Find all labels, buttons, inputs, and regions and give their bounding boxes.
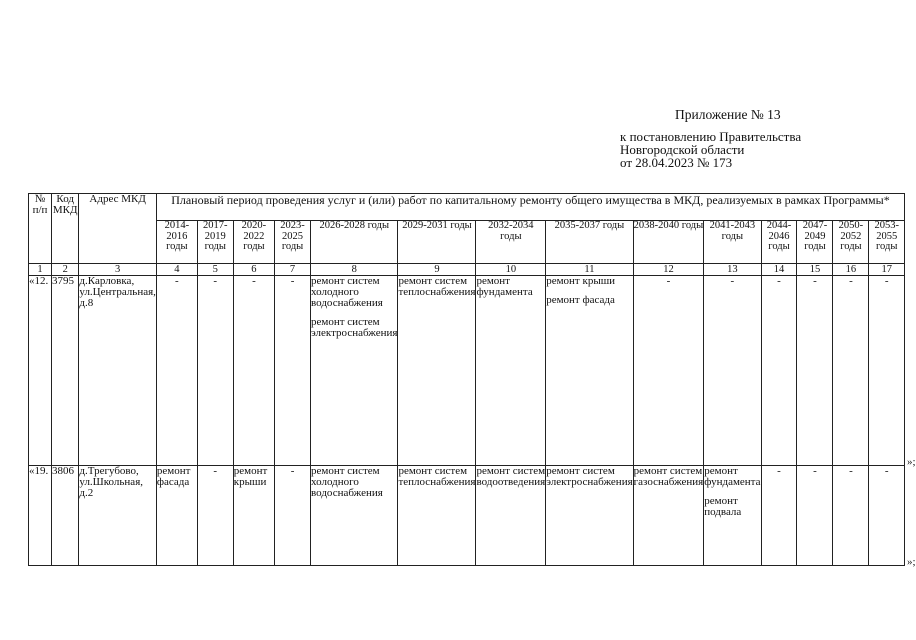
header-period: 2014-2016 годы (156, 221, 197, 264)
repair-schedule-table (28, 193, 905, 566)
work-item: ремонт подвала (704, 495, 742, 518)
work-item: - (813, 275, 817, 287)
column-number: 15 (797, 264, 833, 276)
work-cell (275, 466, 311, 566)
work-item: ремонт систем водоотведения (476, 465, 546, 488)
column-number: 11 (546, 264, 633, 276)
work-cell (156, 276, 197, 466)
work-cell (797, 466, 833, 566)
header-period: 2035-2037 годы (546, 221, 633, 264)
work-item: ремонт систем электроснабжения (546, 465, 633, 488)
column-number: 17 (869, 264, 905, 276)
table-row (29, 466, 905, 566)
column-number: 10 (476, 264, 546, 276)
work-item: ремонт систем газоснабжения (633, 465, 704, 488)
row-code: 3795 (52, 276, 79, 466)
column-number: 13 (704, 264, 761, 276)
resolution-line-3: от 28.04.2023 № 173 (620, 155, 733, 170)
header-period: 2020-2022 годы (233, 221, 274, 264)
row-end-mark: »; (907, 555, 916, 568)
row-end-mark: »; (907, 455, 916, 468)
work-cell (761, 466, 797, 566)
work-item: - (213, 465, 218, 477)
header-period: 2044-2046 годы (761, 221, 797, 264)
resolution-line-2: Новгородской области (620, 142, 745, 157)
column-number: 3 (79, 264, 156, 276)
work-cell (197, 276, 233, 466)
work-item: - (777, 465, 781, 477)
work-item: ремонт крыши (233, 465, 268, 488)
work-cell (833, 466, 869, 566)
work-cell (761, 276, 797, 466)
work-cell (869, 276, 905, 466)
work-cell (275, 276, 311, 466)
header-num: № п/п (29, 194, 52, 264)
header-period: 2026-2028 годы (311, 221, 398, 264)
work-item: ремонт фундамента (704, 465, 761, 488)
column-number: 6 (233, 264, 274, 276)
work-cell (476, 276, 546, 466)
work-cell (311, 276, 398, 466)
table-row (29, 276, 905, 466)
work-item: ремонт крыши (546, 275, 616, 287)
work-item: ремонт систем холодного водоснабжения (311, 465, 383, 499)
work-cell (704, 466, 761, 566)
row-number: «19. (29, 466, 52, 566)
column-number: 7 (275, 264, 311, 276)
work-item: ремонт систем теплоснабжения (398, 465, 476, 488)
column-number: 8 (311, 264, 398, 276)
header-period: 2047-2049 годы (797, 221, 833, 264)
work-item: - (884, 275, 889, 287)
work-item: ремонт систем холодного водоснабжения (311, 275, 383, 309)
header-address: Адрес МКД (79, 194, 156, 264)
appendix-title: Приложение № 13 (675, 107, 781, 122)
work-cell (311, 466, 398, 566)
header-period: 2053-2055 годы (869, 221, 905, 264)
column-number: 16 (833, 264, 869, 276)
work-item: ремонт фасада (546, 294, 615, 306)
header-period: 2023-2025 годы (275, 221, 311, 264)
header-code: Код МКД (52, 194, 79, 264)
header-period-title: Плановый период проведения услуг и (или) работ по капитальному ремонту общего имущества в МКД, реализуемых в рамках Программы* (156, 194, 904, 221)
work-item: - (252, 275, 256, 287)
work-item: - (290, 275, 295, 287)
work-cell (233, 466, 274, 566)
work-cell (156, 466, 197, 566)
work-item: ремонт фундамента (476, 275, 533, 298)
row-number: «12. (29, 276, 52, 466)
work-item: - (213, 275, 218, 287)
column-number: 14 (761, 264, 797, 276)
work-cell (398, 466, 476, 566)
header-period: 2029-2031 годы (398, 221, 476, 264)
header-period: 2041-2043 годы (704, 221, 761, 264)
work-item: - (849, 465, 853, 477)
work-cell (869, 466, 905, 566)
header-period: 2032-2034 годы (476, 221, 546, 264)
header-period: 2050-2052 годы (833, 221, 869, 264)
row-code: 3806 (52, 466, 79, 566)
header-period: 2017-2019 годы (197, 221, 233, 264)
work-item: - (813, 465, 817, 477)
work-item: - (777, 275, 781, 287)
work-cell (833, 276, 869, 466)
column-number: 5 (197, 264, 233, 276)
resolution-header (620, 108, 801, 169)
work-item: - (175, 275, 179, 287)
work-item: - (849, 275, 853, 287)
work-item: ремонт систем теплоснабжения (398, 275, 476, 298)
row-address: д.Карловка, ул.Центральная, д.8 (79, 276, 156, 466)
column-number: 2 (52, 264, 79, 276)
row-address: д.Трегубово, ул.Школьная, д.2 (79, 466, 156, 566)
resolution-line-1: к постановлению Правительства (620, 129, 802, 144)
work-cell (797, 276, 833, 466)
column-number: 9 (398, 264, 476, 276)
column-number: 12 (633, 264, 704, 276)
work-cell (633, 466, 704, 566)
header-period: 2038-2040 годы (633, 221, 704, 264)
work-cell (197, 466, 233, 566)
work-cell (546, 466, 633, 566)
column-number: 4 (156, 264, 197, 276)
work-item: - (290, 465, 295, 477)
work-cell (398, 276, 476, 466)
work-cell (233, 276, 274, 466)
work-cell (633, 276, 704, 466)
work-item: - (884, 465, 889, 477)
work-item: - (730, 275, 735, 287)
work-cell (476, 466, 546, 566)
work-item: ремонт фасада (156, 465, 191, 488)
work-cell (546, 276, 633, 466)
column-number: 1 (29, 264, 52, 276)
work-cell (704, 276, 761, 466)
work-item: - (666, 275, 671, 287)
work-item: ремонт систем электроснабжения (311, 316, 398, 339)
